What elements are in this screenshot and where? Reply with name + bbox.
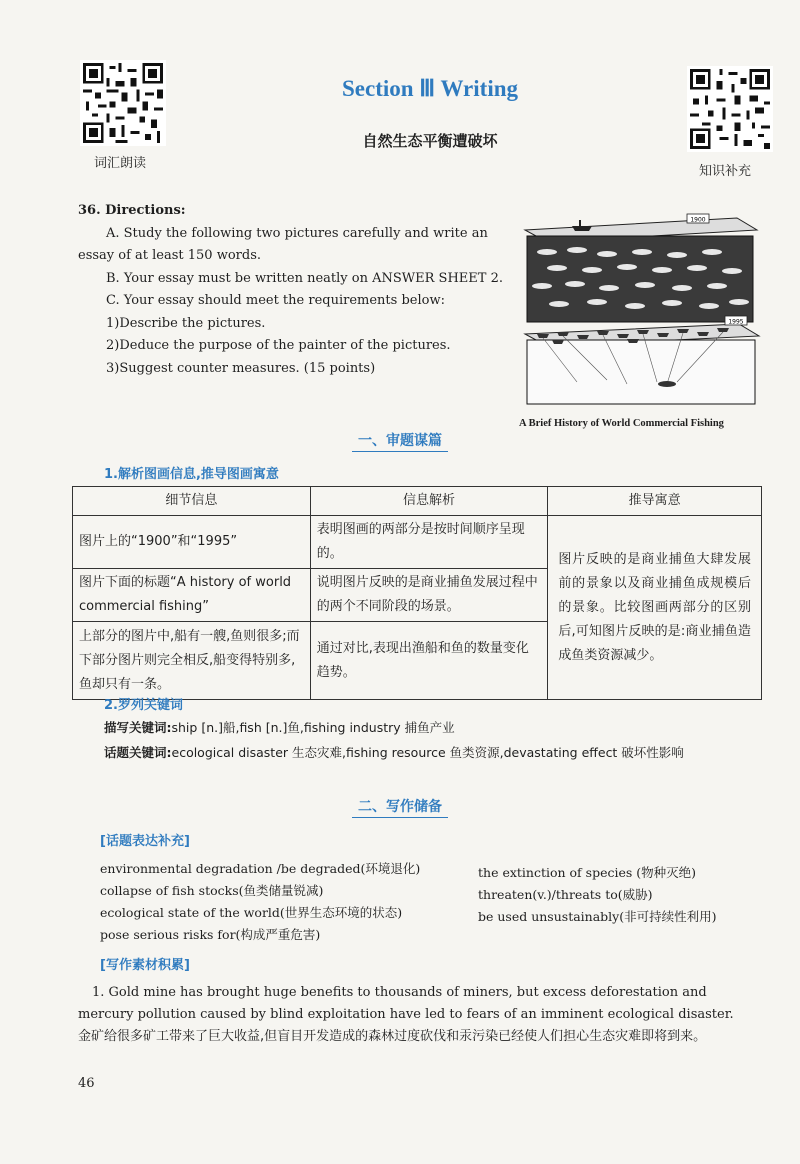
fishing-cartoon-image	[517, 212, 765, 412]
picture-caption: A Brief History of World Commercial Fishing	[519, 418, 724, 429]
expression-item: be used unsustainably(非可持续性利用)	[478, 909, 717, 924]
table-header: 细节信息	[73, 487, 311, 516]
part2-title-text: 二、写作储备	[352, 799, 448, 818]
part1-subheading: 1.解析图画信息,推导图画寓意	[104, 467, 279, 482]
table-cell: 图片下面的标题“A history of world commercial fishing”	[73, 569, 311, 622]
writing-material-tag: [写作素材积累]	[100, 958, 190, 973]
qr-right-label: 知识补充	[699, 164, 752, 179]
part2-title	[0, 796, 800, 816]
expression-item: threaten(v.)/threats to(威胁)	[478, 887, 653, 902]
topic-expression-tag: [话题表达补充]	[100, 834, 190, 849]
year-label-bottom: 1995	[728, 318, 744, 326]
qr-code-right	[687, 66, 773, 152]
expression-item: pose serious risks for(构成严重危害)	[100, 927, 321, 942]
keywords-descriptive	[104, 718, 455, 736]
year-label-top: 1900	[690, 216, 706, 224]
directions-line: 1)Describe the pictures.	[106, 315, 266, 331]
directions-line: B. Your essay must be written neatly on ANSWER SHEET 2.	[106, 270, 503, 286]
expression-item: ecological state of the world(世界生态环境的状态)	[100, 905, 403, 920]
directions-heading: 36. Directions:	[78, 203, 186, 218]
table-header: 推导寓意	[548, 487, 762, 516]
keyword-text: ecological disaster 生态灾难,fishing resource 鱼类资源,devastating effect 破坏性影响	[171, 745, 684, 760]
keywords-topic	[104, 743, 684, 761]
keyword-text: ship [n.]船,fish [n.]鱼,fishing industry 捕鱼产业	[171, 720, 455, 735]
keyword-label: 话题关键词:	[104, 745, 172, 760]
table-cell: 上部分的图片中,船有一艘,鱼则很多;而下部分图片则完全相反,船变得特别多,鱼却只有一条。	[73, 622, 311, 700]
page-number: 46	[78, 1076, 95, 1091]
part1-subheading2: 2.罗列关键词	[104, 698, 183, 713]
example-english: 1. Gold mine has brought huge benefits to thousands of miners, but excess deforestation and mercury pollution caused by blind exploitation have led to fears of an imminent ecological disaster.	[78, 985, 734, 1022]
table-cell: 表明图画的两部分是按时间顺序呈现的。	[310, 516, 548, 569]
section-title: Section Ⅲ Writing	[341, 76, 518, 101]
directions-line: 3)Suggest counter measures. (15 points)	[106, 360, 376, 376]
directions-line: A. Study the following two pictures carefully and write an	[106, 225, 488, 241]
part1-title	[0, 430, 800, 450]
table-cell: 图片上的“1900”和“1995”	[73, 516, 311, 569]
expression-item: the extinction of species (物种灭绝)	[478, 865, 697, 880]
directions-line: essay of at least 150 words.	[78, 248, 262, 263]
keyword-label: 描写关键词:	[104, 720, 172, 735]
expressions-right-column	[478, 862, 716, 928]
table-header-row	[73, 487, 762, 516]
table-cell: 通过对比,表现出渔船和鱼的数量变化趋势。	[310, 622, 548, 700]
directions-line: C. Your essay should meet the requirements below:	[106, 293, 445, 308]
expression-item: environmental degradation /be degraded(环境退化)	[100, 861, 421, 876]
example-chinese: 金矿给很多矿工带来了巨大收益,但盲目开发造成的森林过度砍伐和汞污染已经使人们担心生态灾难即将到来。	[78, 1029, 707, 1044]
table-cell: 说明图片反映的是商业捕鱼发展过程中的两个不同阶段的场景。	[310, 569, 548, 622]
analysis-table	[72, 486, 762, 700]
expression-item: collapse of fish stocks(鱼类储量锐减)	[100, 883, 324, 898]
table-cell-merged: 图片反映的是商业捕鱼大肆发展前的景象以及商业捕鱼成规模后的景象。比较图画两部分的区别后,可知图片反映的是:商业捕鱼造成鱼类资源减少。	[548, 516, 762, 700]
page-subtitle: 自然生态平衡遭破坏	[362, 132, 498, 150]
table-header: 信息解析	[310, 487, 548, 516]
qr-code-left	[80, 60, 166, 146]
directions-line: 2)Deduce the purpose of the painter of the pictures.	[106, 338, 451, 353]
expressions-left-column	[100, 858, 420, 946]
directions-block	[78, 200, 503, 380]
part1-title-text: 一、审题谋篇	[352, 433, 448, 452]
table-row	[73, 516, 762, 569]
qr-left-label: 词汇朗读	[94, 156, 147, 171]
